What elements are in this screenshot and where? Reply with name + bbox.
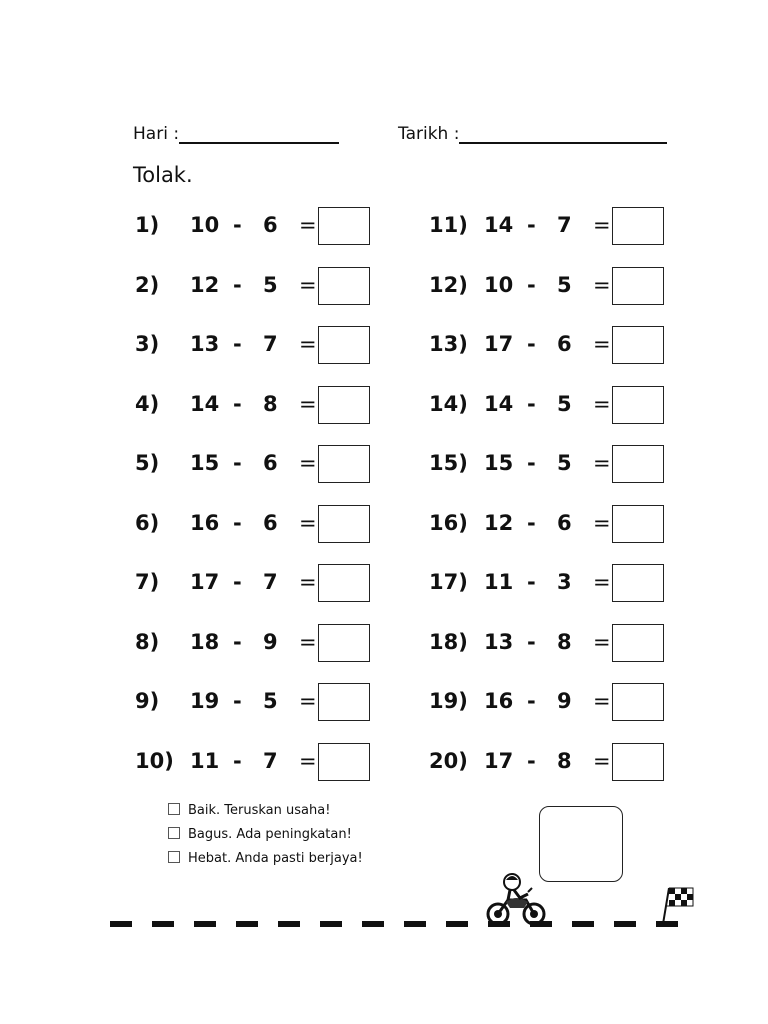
road-dash xyxy=(236,921,258,927)
equals-sign: = xyxy=(299,629,317,654)
answer-box[interactable] xyxy=(612,445,664,483)
equals-sign: = xyxy=(593,570,611,594)
problem-number: 10) xyxy=(135,748,174,773)
answer-box[interactable] xyxy=(318,624,370,662)
problem-row xyxy=(429,624,669,664)
subtrahend: 6 xyxy=(557,332,572,356)
motorbike-rider-icon xyxy=(484,870,548,928)
subtrahend: 7 xyxy=(263,570,278,594)
equals-sign: = xyxy=(299,391,317,416)
problem-row xyxy=(135,683,375,723)
equals-sign: = xyxy=(593,510,611,535)
subtrahend: 8 xyxy=(263,391,278,416)
minuend: 13 xyxy=(190,332,220,356)
problem-row xyxy=(429,445,669,485)
feedback-option xyxy=(168,827,352,842)
subtrahend: 8 xyxy=(557,629,572,654)
problem-row xyxy=(135,505,375,545)
problem-number: 4) xyxy=(135,391,160,416)
subtrahend: 6 xyxy=(557,510,572,535)
worksheet-title: Tolak. xyxy=(133,163,193,187)
answer-box[interactable] xyxy=(612,326,664,364)
equals-sign: = xyxy=(299,332,317,356)
road-dash xyxy=(110,921,132,927)
minuend: 16 xyxy=(484,689,514,713)
subtrahend: 5 xyxy=(263,689,278,713)
feedback-label: Hebat. Anda pasti berjaya! xyxy=(188,851,363,866)
answer-box[interactable] xyxy=(612,624,664,662)
minuend: 17 xyxy=(484,748,514,773)
answer-box[interactable] xyxy=(318,564,370,602)
minus-sign: - xyxy=(233,748,242,773)
subtrahend: 9 xyxy=(263,629,278,654)
equals-sign: = xyxy=(593,391,611,416)
equals-sign: = xyxy=(593,689,611,713)
feedback-checkbox[interactable] xyxy=(168,827,180,839)
minuend: 12 xyxy=(190,272,220,297)
problem-number: 1) xyxy=(135,213,160,237)
minuend: 18 xyxy=(190,629,220,654)
problem-number: 18) xyxy=(429,629,468,654)
feedback-label: Baik. Teruskan usaha! xyxy=(188,803,331,818)
subtrahend: 5 xyxy=(557,391,572,416)
hari-input-line[interactable] xyxy=(179,124,339,144)
answer-box[interactable] xyxy=(318,386,370,424)
problem-row xyxy=(429,326,669,366)
minuend: 19 xyxy=(190,689,220,713)
problem-number: 20) xyxy=(429,748,468,773)
answer-box[interactable] xyxy=(318,207,370,245)
minuend: 10 xyxy=(484,272,514,297)
subtrahend: 5 xyxy=(263,272,278,297)
problem-row xyxy=(429,207,669,247)
answer-box[interactable] xyxy=(612,505,664,543)
feedback-label: Bagus. Ada peningkatan! xyxy=(188,827,352,842)
equals-sign: = xyxy=(593,451,611,475)
equals-sign: = xyxy=(299,748,317,773)
answer-box[interactable] xyxy=(612,683,664,721)
problem-number: 9) xyxy=(135,689,160,713)
problem-row xyxy=(135,386,375,426)
problem-row xyxy=(135,445,375,485)
answer-box[interactable] xyxy=(612,267,664,305)
problem-number: 2) xyxy=(135,272,160,297)
tarikh-field xyxy=(398,124,667,144)
problem-row xyxy=(429,505,669,545)
problem-row xyxy=(429,683,669,723)
road-dash xyxy=(488,921,510,927)
problem-number: 14) xyxy=(429,391,468,416)
problem-number: 17) xyxy=(429,570,468,594)
subtrahend: 9 xyxy=(557,689,572,713)
problem-number: 6) xyxy=(135,510,160,535)
minus-sign: - xyxy=(527,689,536,713)
hari-field xyxy=(133,124,339,144)
minuend: 17 xyxy=(190,570,220,594)
minus-sign: - xyxy=(233,510,242,535)
minuend: 13 xyxy=(484,629,514,654)
minus-sign: - xyxy=(527,391,536,416)
minuend: 10 xyxy=(190,213,220,237)
minus-sign: - xyxy=(527,629,536,654)
problem-number: 5) xyxy=(135,451,160,475)
problem-row xyxy=(135,207,375,247)
equals-sign: = xyxy=(593,629,611,654)
problem-row xyxy=(429,386,669,426)
score-box[interactable] xyxy=(539,806,623,882)
subtrahend: 5 xyxy=(557,451,572,475)
minuend: 16 xyxy=(190,510,220,535)
problem-number: 12) xyxy=(429,272,468,297)
equals-sign: = xyxy=(299,451,317,475)
minus-sign: - xyxy=(527,451,536,475)
feedback-option xyxy=(168,803,330,818)
equals-sign: = xyxy=(593,332,611,356)
problem-number: 7) xyxy=(135,570,160,594)
road-dash xyxy=(614,921,636,927)
problem-number: 3) xyxy=(135,332,160,356)
road-dash xyxy=(194,921,216,927)
equals-sign: = xyxy=(593,748,611,773)
equals-sign: = xyxy=(299,510,317,535)
problem-row xyxy=(135,326,375,366)
subtrahend: 6 xyxy=(263,213,278,237)
problem-row xyxy=(135,267,375,307)
subtrahend: 6 xyxy=(263,510,278,535)
minus-sign: - xyxy=(527,748,536,773)
answer-box[interactable] xyxy=(318,267,370,305)
hari-label: Hari : xyxy=(133,124,180,144)
subtrahend: 8 xyxy=(557,748,572,773)
road-dash xyxy=(362,921,384,927)
problem-row xyxy=(135,743,375,783)
equals-sign: = xyxy=(299,689,317,713)
minus-sign: - xyxy=(233,629,242,654)
problem-number: 8) xyxy=(135,629,160,654)
minus-sign: - xyxy=(233,332,242,356)
road-dash xyxy=(404,921,426,927)
minuend: 15 xyxy=(484,451,514,475)
minuend: 11 xyxy=(190,748,220,773)
minus-sign: - xyxy=(233,391,242,416)
problem-row xyxy=(429,743,669,783)
minuend: 15 xyxy=(190,451,220,475)
problem-number: 13) xyxy=(429,332,468,356)
minuend: 14 xyxy=(190,391,220,416)
road-dash xyxy=(446,921,468,927)
checkered-flag-icon xyxy=(655,884,695,926)
answer-box[interactable] xyxy=(318,683,370,721)
answer-box[interactable] xyxy=(612,564,664,602)
tarikh-label: Tarikh : xyxy=(398,124,460,144)
minus-sign: - xyxy=(527,272,536,297)
minus-sign: - xyxy=(527,213,536,237)
road-dash xyxy=(320,921,342,927)
minus-sign: - xyxy=(527,570,536,594)
subtrahend: 7 xyxy=(557,213,572,237)
answer-box[interactable] xyxy=(318,505,370,543)
minuend: 14 xyxy=(484,391,514,416)
problem-row xyxy=(429,267,669,307)
road-dash xyxy=(278,921,300,927)
subtrahend: 7 xyxy=(263,748,278,773)
minus-sign: - xyxy=(527,332,536,356)
minuend: 11 xyxy=(484,570,514,594)
subtrahend: 7 xyxy=(263,332,278,356)
problem-number: 16) xyxy=(429,510,468,535)
problem-number: 15) xyxy=(429,451,468,475)
problem-number: 19) xyxy=(429,689,468,713)
feedback-checkbox[interactable] xyxy=(168,851,180,863)
equals-sign: = xyxy=(299,213,317,237)
equals-sign: = xyxy=(299,570,317,594)
problem-row xyxy=(135,564,375,604)
answer-box[interactable] xyxy=(612,743,664,781)
equals-sign: = xyxy=(299,272,317,297)
minus-sign: - xyxy=(527,510,536,535)
answer-box[interactable] xyxy=(318,445,370,483)
feedback-option xyxy=(168,851,363,866)
answer-box[interactable] xyxy=(612,386,664,424)
minus-sign: - xyxy=(233,689,242,713)
equals-sign: = xyxy=(593,272,611,297)
answer-box[interactable] xyxy=(318,326,370,364)
subtrahend: 6 xyxy=(263,451,278,475)
subtrahend: 3 xyxy=(557,570,572,594)
problem-number: 11) xyxy=(429,213,468,237)
problem-row xyxy=(135,624,375,664)
road-dash xyxy=(530,921,552,927)
minus-sign: - xyxy=(233,570,242,594)
problem-row xyxy=(429,564,669,604)
equals-sign: = xyxy=(593,213,611,237)
answer-box[interactable] xyxy=(318,743,370,781)
minuend: 12 xyxy=(484,510,514,535)
minus-sign: - xyxy=(233,213,242,237)
tarikh-input-line[interactable] xyxy=(459,124,667,144)
feedback-checkbox[interactable] xyxy=(168,803,180,815)
subtrahend: 5 xyxy=(557,272,572,297)
minus-sign: - xyxy=(233,272,242,297)
road-dash xyxy=(152,921,174,927)
minuend: 14 xyxy=(484,213,514,237)
minuend: 17 xyxy=(484,332,514,356)
answer-box[interactable] xyxy=(612,207,664,245)
minus-sign: - xyxy=(233,451,242,475)
road-dashes xyxy=(110,921,690,927)
road-dash xyxy=(572,921,594,927)
